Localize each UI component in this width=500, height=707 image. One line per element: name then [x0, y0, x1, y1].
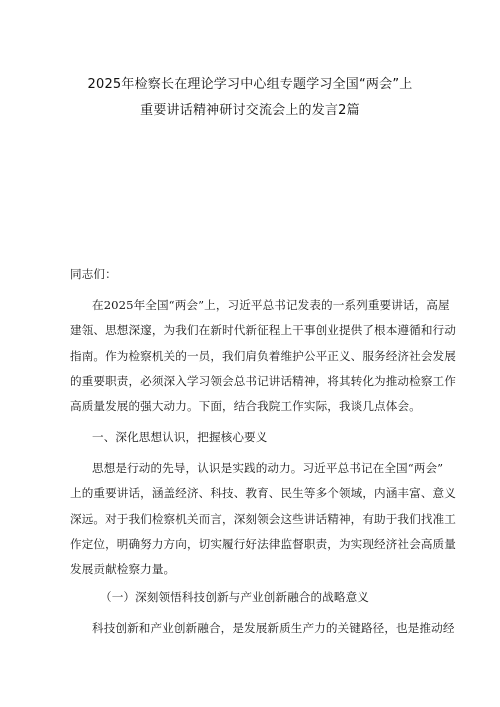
- paragraph-1-line-5: 高质量发展的强大动力。下面，结合我院工作实际，我谈几点体会。: [70, 399, 421, 413]
- paragraph-2-line-2: 上的重要讲话，涵盖经济、科技、教育、民生等多个领域，内涵丰富、意义: [70, 486, 456, 500]
- paragraph-1-line-2: 建瓴、思想深邃，为我们在新时代新征程上干事创业提供了根本遵循和行动: [70, 323, 456, 337]
- salutation: 同志们：: [70, 267, 117, 281]
- document-title-line-2: 重要讲话精神研讨交流会上的发言2篇: [140, 103, 360, 118]
- paragraph-2-line-3: 深远。对于我们检察机关而言，深刻领会这些讲话精神，有助于我们找准工: [70, 512, 456, 526]
- paragraph-1-line-4: 的重要职责，必须深入学习领会总书记讲话精神，将其转化为推动检察工作: [70, 374, 456, 388]
- paragraph-2-line-5: 发展贡献检察力量。: [70, 562, 176, 576]
- subsection-heading-1: （一）深刻领悟科技创新与产业创新融合的战略意义: [100, 590, 369, 604]
- section-heading-1: 一、深化思想认识，把握核心要义: [92, 430, 268, 444]
- paragraph-2-line-4: 作定位，明确努力方向，切实履行好法律监督职责，为实现经济社会高质量: [70, 537, 456, 551]
- paragraph-1-line-3: 指南。作为检察机关的一员，我们肩负着维护公平正义、服务经济社会发展: [70, 349, 456, 363]
- document-title-line-1: 2025年检察长在理论学习中心组专题学习全国“两会”上: [87, 77, 413, 92]
- paragraph-2-line-1: 思想是行动的先导，认识是实践的动力。习近平总书记在全国“两会”: [92, 461, 444, 475]
- paragraph-3-line-1: 科技创新和产业创新融合，是发展新质生产力的关键路径，也是推动经: [92, 621, 455, 635]
- paragraph-1-line-1: 在2025年全国“两会”上，习近平总书记发表的一系列重要讲话，高屋: [92, 298, 450, 312]
